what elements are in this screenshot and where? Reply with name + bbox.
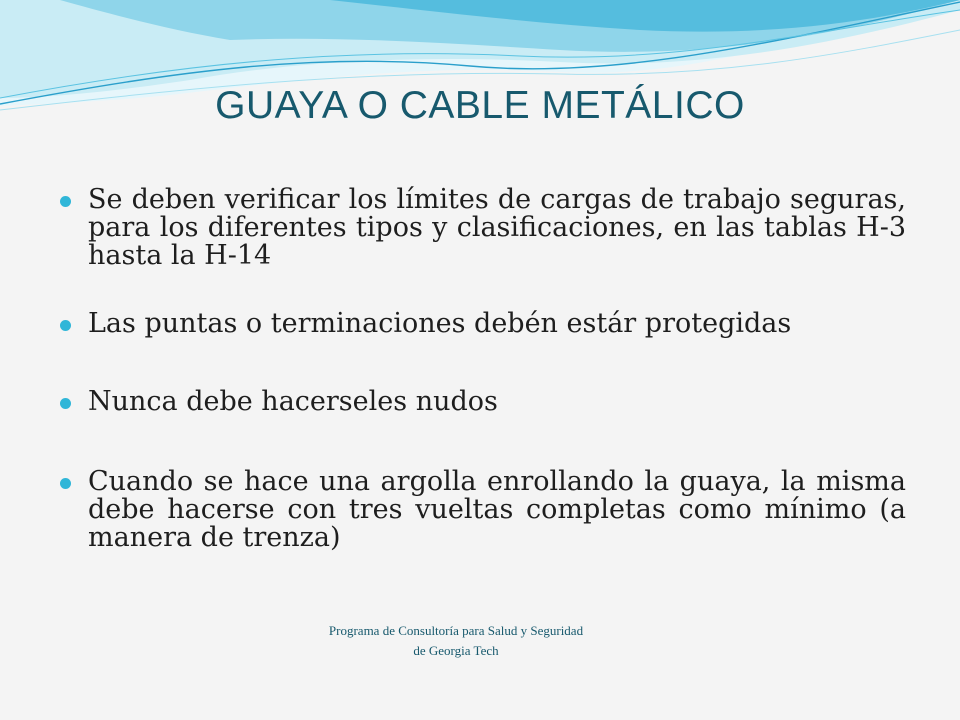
bullet-item — [60, 468, 906, 552]
bullet-dot-icon — [60, 196, 71, 207]
bullet-list — [60, 186, 906, 552]
bullet-dot-icon — [60, 478, 71, 489]
footer-line-2: de Georgia Tech — [413, 643, 499, 658]
bullet-text: Nunca debe hacerseles nudos — [88, 386, 498, 417]
bullet-text: Cuando se hace una argolla enrollando la guaya, la misma debe hacerse con tres vueltas completas como mínimo (a manera de trenza) — [88, 466, 906, 553]
bullet-item — [60, 310, 906, 338]
bullet-item — [60, 186, 906, 270]
bullet-dot-icon — [60, 398, 71, 409]
footer-credit — [270, 621, 642, 661]
bullet-text: Las puntas o terminaciones debén estár protegidas — [88, 308, 792, 339]
slide-title: GUAYA O CABLE METÁLICO — [215, 84, 745, 127]
bullet-item — [60, 388, 906, 416]
footer-line-1: Programa de Consultoría para Salud y Seguridad — [328, 623, 584, 638]
bullet-dot-icon — [60, 320, 71, 331]
bullet-text: Se deben verificar los límites de cargas de trabajo seguras, para los diferentes tipos y clasificaciones, en las tablas H-3 hasta la H-14 — [88, 184, 906, 271]
